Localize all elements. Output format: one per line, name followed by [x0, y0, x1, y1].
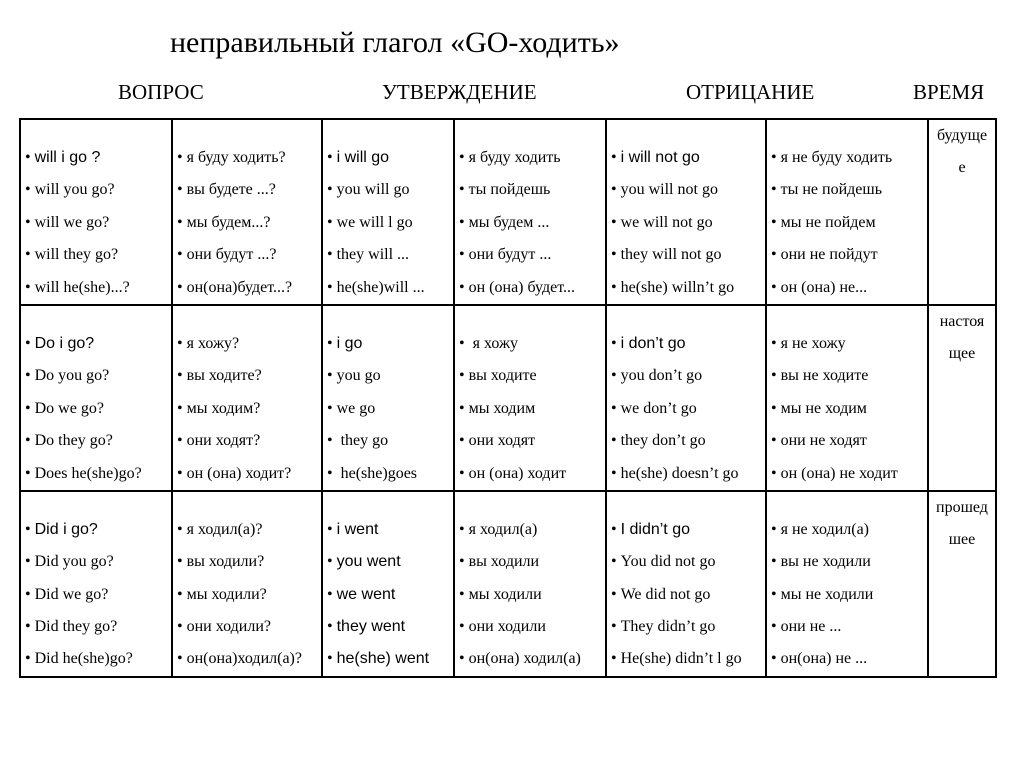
cell-affirmative-ru [454, 491, 606, 677]
cell-question-ru [172, 119, 322, 305]
phrase-line: • они ходили? [173, 611, 321, 643]
phrase-line: • I didn’t go [607, 514, 765, 546]
phrase-line: • we go [323, 393, 453, 425]
phrase-line: • he(she) willn’t go [607, 272, 765, 304]
cell-question-en [20, 305, 172, 491]
phrase-line: • i went [323, 514, 453, 546]
phrase-line: • will they go? [21, 239, 171, 271]
phrase-line: • я не буду ходить [767, 142, 927, 174]
cell-question-ru [172, 305, 322, 491]
tense-label-cell [928, 305, 996, 491]
phrase-line: • я ходил(а)? [173, 514, 321, 546]
phrase-line: • he(she)will ... [323, 272, 453, 304]
phrase-line: • они будут ...? [173, 239, 321, 271]
cell-question-en [20, 119, 172, 305]
phrase-line: • они не пойдут [767, 239, 927, 271]
phrase-line: • мы не пойдем [767, 207, 927, 239]
phrase-line: • They didn’t go [607, 611, 765, 643]
phrase-line: • мы ходили [455, 579, 605, 611]
phrase-line: • он (она) не ходит [767, 458, 927, 490]
phrase-line: • я буду ходить? [173, 142, 321, 174]
phrase-line: • will i go ? [21, 142, 171, 174]
tense-label: настоя [939, 312, 985, 330]
phrase-line: • мы ходим? [173, 393, 321, 425]
phrase-line: • они ходили [455, 611, 605, 643]
phrase-line: • Do i go? [21, 328, 171, 360]
cell-negative-ru [766, 305, 928, 491]
cell-question-ru [172, 491, 322, 677]
phrase-line: • Did they go? [21, 611, 171, 643]
phrase-line: • Did you go? [21, 546, 171, 578]
phrase-line: • они будут ... [455, 239, 605, 271]
phrase-line: • will you go? [21, 174, 171, 206]
phrase-line: • i go [323, 328, 453, 360]
tense-label-cell [928, 491, 996, 677]
phrase-line: • He(she) didn’t l go [607, 643, 765, 675]
phrase-line: • вы будете ...? [173, 174, 321, 206]
phrase-line: • ты не пойдешь [767, 174, 927, 206]
phrase-line: • я не хожу [767, 328, 927, 360]
phrase-line: • Does he(she)go? [21, 458, 171, 490]
phrase-line: • они не ... [767, 611, 927, 643]
phrase-line: • you will go [323, 174, 453, 206]
phrase-line: • Did we go? [21, 579, 171, 611]
cell-negative-ru [766, 119, 928, 305]
conjugation-table [19, 118, 997, 678]
phrase-line: • they will ... [323, 239, 453, 271]
header-negative: ОТРИЦАНИЕ [686, 80, 815, 104]
phrase-line: • он(она) не ... [767, 643, 927, 675]
phrase-line: • он(она)ходил(а)? [173, 643, 321, 675]
phrase-line: • мы будем ... [455, 207, 605, 239]
tense-label-cell [928, 119, 996, 305]
phrase-line: • you will not go [607, 174, 765, 206]
cell-negative-en [606, 119, 766, 305]
phrase-line: • они не ходят [767, 425, 927, 457]
tense-label: щее [948, 344, 976, 362]
phrase-line: • Do they go? [21, 425, 171, 457]
phrase-line: • вы ходите? [173, 360, 321, 392]
phrase-line: • он (она) не... [767, 272, 927, 304]
tense-label: шее [948, 530, 976, 548]
cell-negative-en [606, 305, 766, 491]
phrase-line: • он (она) ходит [455, 458, 605, 490]
phrase-line: • ты пойдешь [455, 174, 605, 206]
phrase-line: • мы ходили? [173, 579, 321, 611]
tense-label: е [958, 159, 966, 176]
phrase-line: • я ходил(а) [455, 514, 605, 546]
phrase-line: • они ходят [455, 425, 605, 457]
cell-affirmative-en [322, 491, 454, 677]
phrase-line: • мы будем...? [173, 207, 321, 239]
page-title: неправильный глагол «GO-ходить» [170, 26, 620, 59]
phrase-line: • i will not go [607, 142, 765, 174]
header-tense: ВРЕМЯ [913, 80, 985, 104]
phrase-line: • he(she) doesn’t go [607, 458, 765, 490]
header-question: ВОПРОС [118, 80, 204, 104]
phrase-line: • they went [323, 611, 453, 643]
phrase-line: • we don’t go [607, 393, 765, 425]
cell-affirmative-ru [454, 119, 606, 305]
phrase-line: • you went [323, 546, 453, 578]
tense-block-row [20, 305, 996, 491]
phrase-line: • Did i go? [21, 514, 171, 546]
phrase-line: • он(она) ходил(а) [455, 643, 605, 675]
cell-negative-en [606, 491, 766, 677]
phrase-line: • вы не ходили [767, 546, 927, 578]
phrase-line: • We did not go [607, 579, 765, 611]
phrase-line: • мы не ходили [767, 579, 927, 611]
phrase-line: • вы ходили [455, 546, 605, 578]
phrase-line: • я буду ходить [455, 142, 605, 174]
tense-block-row [20, 491, 996, 677]
tense-label: прошед [936, 498, 988, 516]
cell-question-en [20, 491, 172, 677]
phrase-line: • i will go [323, 142, 453, 174]
phrase-line: • i don’t go [607, 328, 765, 360]
phrase-line: • You did not go [607, 546, 765, 578]
phrase-line: • you go [323, 360, 453, 392]
phrase-line: • will we go? [21, 207, 171, 239]
phrase-line: • he(she) went [323, 643, 453, 675]
phrase-line: • я хожу [455, 328, 605, 360]
cell-negative-ru [766, 491, 928, 677]
phrase-line: • он (она) будет... [455, 272, 605, 304]
phrase-line: • we will l go [323, 207, 453, 239]
phrase-line: • мы не ходим [767, 393, 927, 425]
phrase-line: • Do you go? [21, 360, 171, 392]
phrase-line: • я не ходил(а) [767, 514, 927, 546]
phrase-line: • вы ходили? [173, 546, 321, 578]
phrase-line: • they go [323, 425, 453, 457]
cell-affirmative-en [322, 119, 454, 305]
phrase-line: • вы ходите [455, 360, 605, 392]
phrase-line: • Do we go? [21, 393, 171, 425]
phrase-line: • мы ходим [455, 393, 605, 425]
phrase-line: • они ходят? [173, 425, 321, 457]
phrase-line: • they will not go [607, 239, 765, 271]
phrase-line: • we went [323, 579, 453, 611]
phrase-line: • я хожу? [173, 328, 321, 360]
phrase-line: • they don’t go [607, 425, 765, 457]
phrase-line: • we will not go [607, 207, 765, 239]
cell-affirmative-en [322, 305, 454, 491]
phrase-line: • he(she)goes [323, 458, 453, 490]
phrase-line: • вы не ходите [767, 360, 927, 392]
header-affirmative: УТВЕРЖДЕНИЕ [382, 80, 537, 104]
phrase-line: • you don’t go [607, 360, 765, 392]
tense-label: будуще [936, 127, 988, 144]
tense-block-row [20, 119, 996, 305]
phrase-line: • он(она)будет...? [173, 272, 321, 304]
cell-affirmative-ru [454, 305, 606, 491]
phrase-line: • will he(she)...? [21, 272, 171, 304]
phrase-line: • он (она) ходит? [173, 458, 321, 490]
phrase-line: • Did he(she)go? [21, 643, 171, 675]
